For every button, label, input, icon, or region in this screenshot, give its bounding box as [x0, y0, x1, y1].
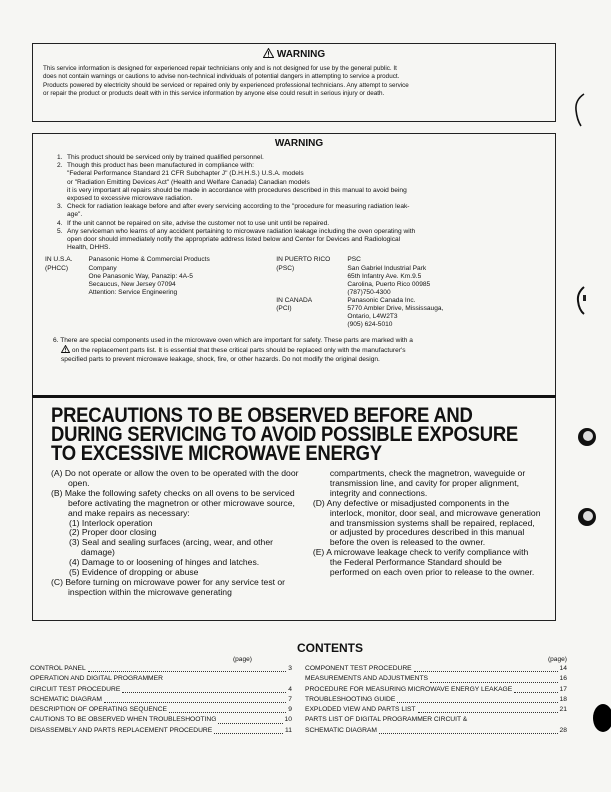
precaution-c-continued: compartments, check the magnetron, waveguide or transmission line, and cavity for proper alignment, integrity and connections. [329, 468, 526, 498]
contents-title: CONTENTS [297, 641, 363, 655]
general-warning-box [32, 43, 556, 122]
address-pr-canada: PSC San Gabriel Industrial Park 65th Infantry Ave. Km.9.5 Carolina, Puerto Rico 00985 (787)750-4300 Panasonic Canada Inc. 5770 Ambler Drive, Mississauga, Ontario, L4W2T3 (905) 624-5010 [347, 256, 444, 329]
warning-item: 3. Check for radiation leakage before and after every servicing according to the "procedure for measuring radiation leak- age". [57, 203, 410, 219]
general-warning-line: does not contain warnings or cautions to advise non-technical individuals of potential dangers in attempting to service a product. [43, 73, 400, 81]
contents-entry[interactable]: SCHEMATIC DIAGRAM 7 [30, 695, 292, 703]
precautions-right-column [313, 469, 541, 598]
service-warning-box [32, 133, 556, 395]
precaution-b-item: (3) Seal and sealing surfaces (arcing, wear, and other damage) [69, 537, 273, 558]
precaution-b-item: (1) Interlock operation [69, 517, 153, 528]
contents-entry[interactable]: COMPONENT TEST PROCEDURE 14 [305, 665, 567, 672]
precautions-heading: PRECAUTIONS TO BE OBSERVED BEFORE AND DURING SERVICING TO AVOID POSSIBLE EXPOSURE TO EXCESSIVE MICROWAVE ENERGY [51, 403, 518, 465]
contents-left-column [30, 655, 292, 736]
precaution-d: (D) Any defective or misadjusted components in the interlock, monitor, door seal, and microwave generation and transmission systems shall be repaired, replaced, or adjusted by procedures described in this manual before the oven is released to the owner. [312, 497, 541, 548]
binder-ring-mark [574, 283, 590, 317]
punch-hole-mark [576, 503, 598, 531]
general-warning-line: or repair the product or products dealt with in this service information by anyone else could result in serious injury or death. [43, 89, 385, 97]
warning-item: 1. This product should be serviced only by trained qualified personnel. [57, 154, 264, 161]
precaution-e: (E) A microwave leakage check to verify compliance with the Federal Performance Standard should be performed on each oven prior to release to the owner. [312, 547, 535, 578]
binder-ring-mark [573, 90, 587, 130]
warning-item-6: 6. There are special components used in the microwave oven which are important for safety. These parts are marked with a on the replacement parts list. It is essential that these critical parts should be replaced only with the manufacturer's specified parts to prevent microwave leakage, shock, fire, or other hazards. Do not modify the original design. [53, 337, 413, 363]
contents-entry[interactable]: CAUTIONS TO BE OBSERVED WHEN TROUBLESHOOTING 10 [30, 716, 292, 724]
general-warning-title: WARNING [43, 48, 545, 61]
service-warning-title: WARNING [274, 138, 324, 149]
precaution-a: (A) Do not operate or allow the oven to be operated with the door open. [51, 468, 299, 488]
precautions-left-column [51, 469, 299, 598]
contents-entry[interactable]: DESCRIPTION OF OPERATING SEQUENCE 9 [30, 706, 292, 714]
general-warning-line: Products powered by electricity should be serviced or repaired only by experienced professional technicians. Any attempt to service [43, 81, 409, 89]
general-warning-line: This service information is designed for experienced repair technicians only and is not designed for use by the general public. It [43, 65, 397, 72]
precaution-b-item: (2) Proper door closing [69, 527, 157, 538]
contents-entry[interactable]: OPERATION AND DIGITAL PROGRAMMER [30, 675, 163, 683]
warning-item: 5. Any serviceman who learns of any accident pertaining to microwave radiation leakage including the oven operating with open door should immediately notify the appropriate address listed below and Center for Devices and Radiological Health, DHHS. [57, 227, 416, 252]
service-addresses [45, 256, 545, 329]
contents-entry[interactable]: CONTROL PANEL 3 [30, 665, 292, 672]
address-usa: Panasonic Home & Commercial Products Company One Panasonic Way, Panazip: 4A-5 Secaucus, New Jersey 07094 Attention: Service Engineering [88, 256, 210, 296]
precaution-c: (C) Before turning on microwave power for any service test or inspection within the microwave generating [51, 576, 286, 597]
page-label: (page) [547, 656, 567, 663]
precautions-section [32, 395, 556, 621]
contents-entry[interactable]: TROUBLESHOOTING GUIDE 18 [305, 695, 567, 703]
warning-item: 2. Though this product has been manufactured in compliance with: "Federal Performance Standard 21 CFR Subchapter J" (D.H.H.S.) U.S.A. models or "Radiation Emitting Devices Act" (Health and Welfare Canada) Canadian models it is very important all repairs should be made in accordance with procedures described in this manual to avoid being exposed to excessive microwave radiation. [57, 162, 407, 203]
contents-entry[interactable]: MEASUREMENTS AND ADJUSTMENTS 16 [305, 675, 567, 683]
contents-entry[interactable]: EXPLODED VIEW AND PARTS LIST 21 [305, 706, 567, 714]
warning-triangle-icon [263, 48, 274, 58]
warning-item: 4. If the unit cannot be repaired on site, advise the customer not to use unit until be repaired. [57, 219, 330, 227]
contents-entry[interactable]: PARTS LIST OF DIGITAL PROGRAMMER CIRCUIT & [305, 716, 468, 724]
address-region-pr-canada: IN PUERTO RICO (PSC) IN CANADA (PCI) [276, 256, 331, 312]
contents-entry[interactable]: PROCEDURE FOR MEASURING MICROWAVE ENERGY LEAKAGE 17 [305, 685, 567, 693]
contents-right-column [305, 655, 567, 736]
contents-entry[interactable]: CIRCUIT TEST PROCEDURE 4 [30, 685, 292, 693]
precaution-b-item: (4) Damage to or loosening of hinges and latches. [69, 557, 260, 568]
punch-hole-mark [589, 700, 611, 736]
contents-entry[interactable]: SCHEMATIC DIAGRAM 28 [305, 726, 567, 734]
precaution-b-item: (5) Evidence of dropping or abuse [69, 567, 199, 578]
punch-hole-mark [576, 423, 598, 451]
page-label: (page) [232, 656, 252, 663]
warning-list [53, 154, 545, 252]
precaution-b: (B) Make the following safety checks on all ovens to be serviced before activating the magnetron or other microwave source, and make repairs as necessary: [51, 487, 295, 518]
warning-triangle-icon [61, 345, 70, 353]
address-region-usa: IN U.S.A. (PHCC) [45, 256, 73, 272]
contents-entry[interactable]: DISASSEMBLY AND PARTS REPLACEMENT PROCEDURE 11 [30, 726, 292, 734]
table-of-contents [30, 641, 570, 736]
